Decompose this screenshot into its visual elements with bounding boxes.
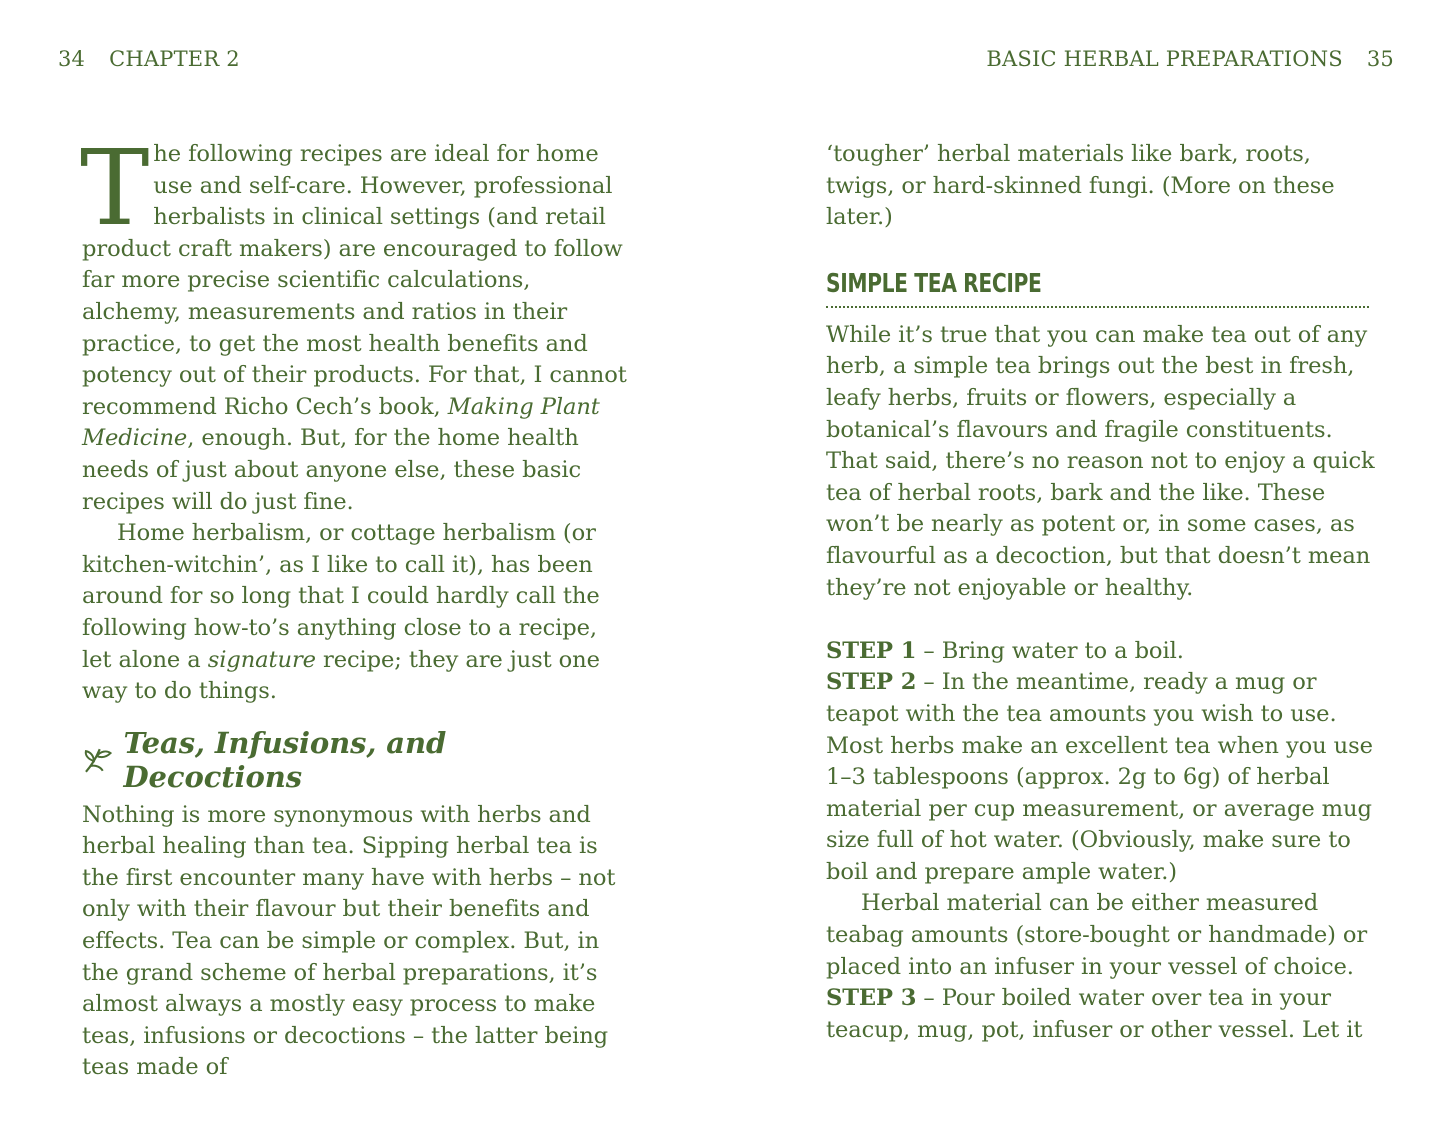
step-3: STEP 3 – Pour boiled water over tea in your teacup, mug, pot, infuser or other vessel. Let it [826, 985, 1363, 1043]
page-number-right: 35 [1366, 47, 1394, 71]
chapter-title: CHAPTER 2 [109, 47, 240, 71]
step-2: STEP 2 – In the meantime, ready a mug or teapot with the tea amounts you wish to use. Most herbs make an excellent tea when you use 1–3 tablespoons (approx. 2g to 6g) of herbal material per cup measurement, or average mug size full of hot water. (Obviously, make sure to boil and prepare ample water.) [826, 669, 1373, 885]
section-title: BASIC HERBAL PREPARATIONS [986, 47, 1343, 71]
sprig-icon [82, 745, 116, 775]
dotted-rule [826, 306, 1369, 308]
page-number-left: 34 [58, 47, 86, 71]
paragraph: Home herbalism, or cottage herbalism (or kitchen-witchin’, as I like to call it), has been around for so long that I could hardly call the following how-to’s anything close to a recipe, let alone a signature recipe; they are just one way to do things. [82, 520, 600, 705]
left-page-body [80, 127, 627, 1084]
running-head-right [986, 47, 1394, 71]
paragraph: Herbal material can be either measured teabag amounts (store-bought or handmade) or placed into an infuser in your vessel of choice. [826, 890, 1368, 980]
paragraph: ‘tougher’ herbal materials like bark, roots, twigs, or hard-skinned fungi. (More on these later.) [826, 141, 1335, 231]
section-heading: Teas, Infusions, and Decoctions [82, 726, 627, 794]
intro-paragraph: The following recipes are ideal for home use and self-care. However, professional herbalists in clinical settings (and retail product craft makers) are encouraged to follow far more precise scientific calculations, alchemy, measurements and ratios in their practice, to get the most health benefits and potency out of their products. For that, I cannot recommend Richo Cech’s book, Making Plant Medicine, enough. But, for the home health needs of just about anyone else, these basic recipes will do just fine. [80, 127, 627, 515]
running-head-left [58, 47, 240, 71]
recipe-heading: SIMPLE TEA RECIPE [826, 268, 1042, 299]
paragraph: Nothing is more synonymous with herbs and herbal healing than tea. Sipping herbal tea is the first encounter many have with herbs – not only with their flavour but their benefits and effects. Tea can be simple or complex. But, in the grand scheme of herbal preparations, it’s almost always a mostly easy process to make teas, infusions or decoctions – the latter being teas made of [82, 801, 616, 1081]
book-title: Making Plant Medicine [82, 393, 600, 452]
drop-cap: T [80, 127, 150, 249]
step-1: STEP 1 – Bring water to a boil. [826, 637, 1184, 664]
paragraph: While it’s true that you can make tea out of any herb, a simple tea brings out the best in fresh, leafy herbs, fruits or flowers, especially a botanical’s flavours and fragile constituents. That said, there’s no reason not to enjoy a quick tea of herbal roots, bark and the like. These won’t be nearly as potent or, in some cases, as flavourful as a decoction, but that doesn’t mean they’re not enjoyable or healthy. [826, 321, 1375, 601]
right-page-body [826, 139, 1386, 1046]
